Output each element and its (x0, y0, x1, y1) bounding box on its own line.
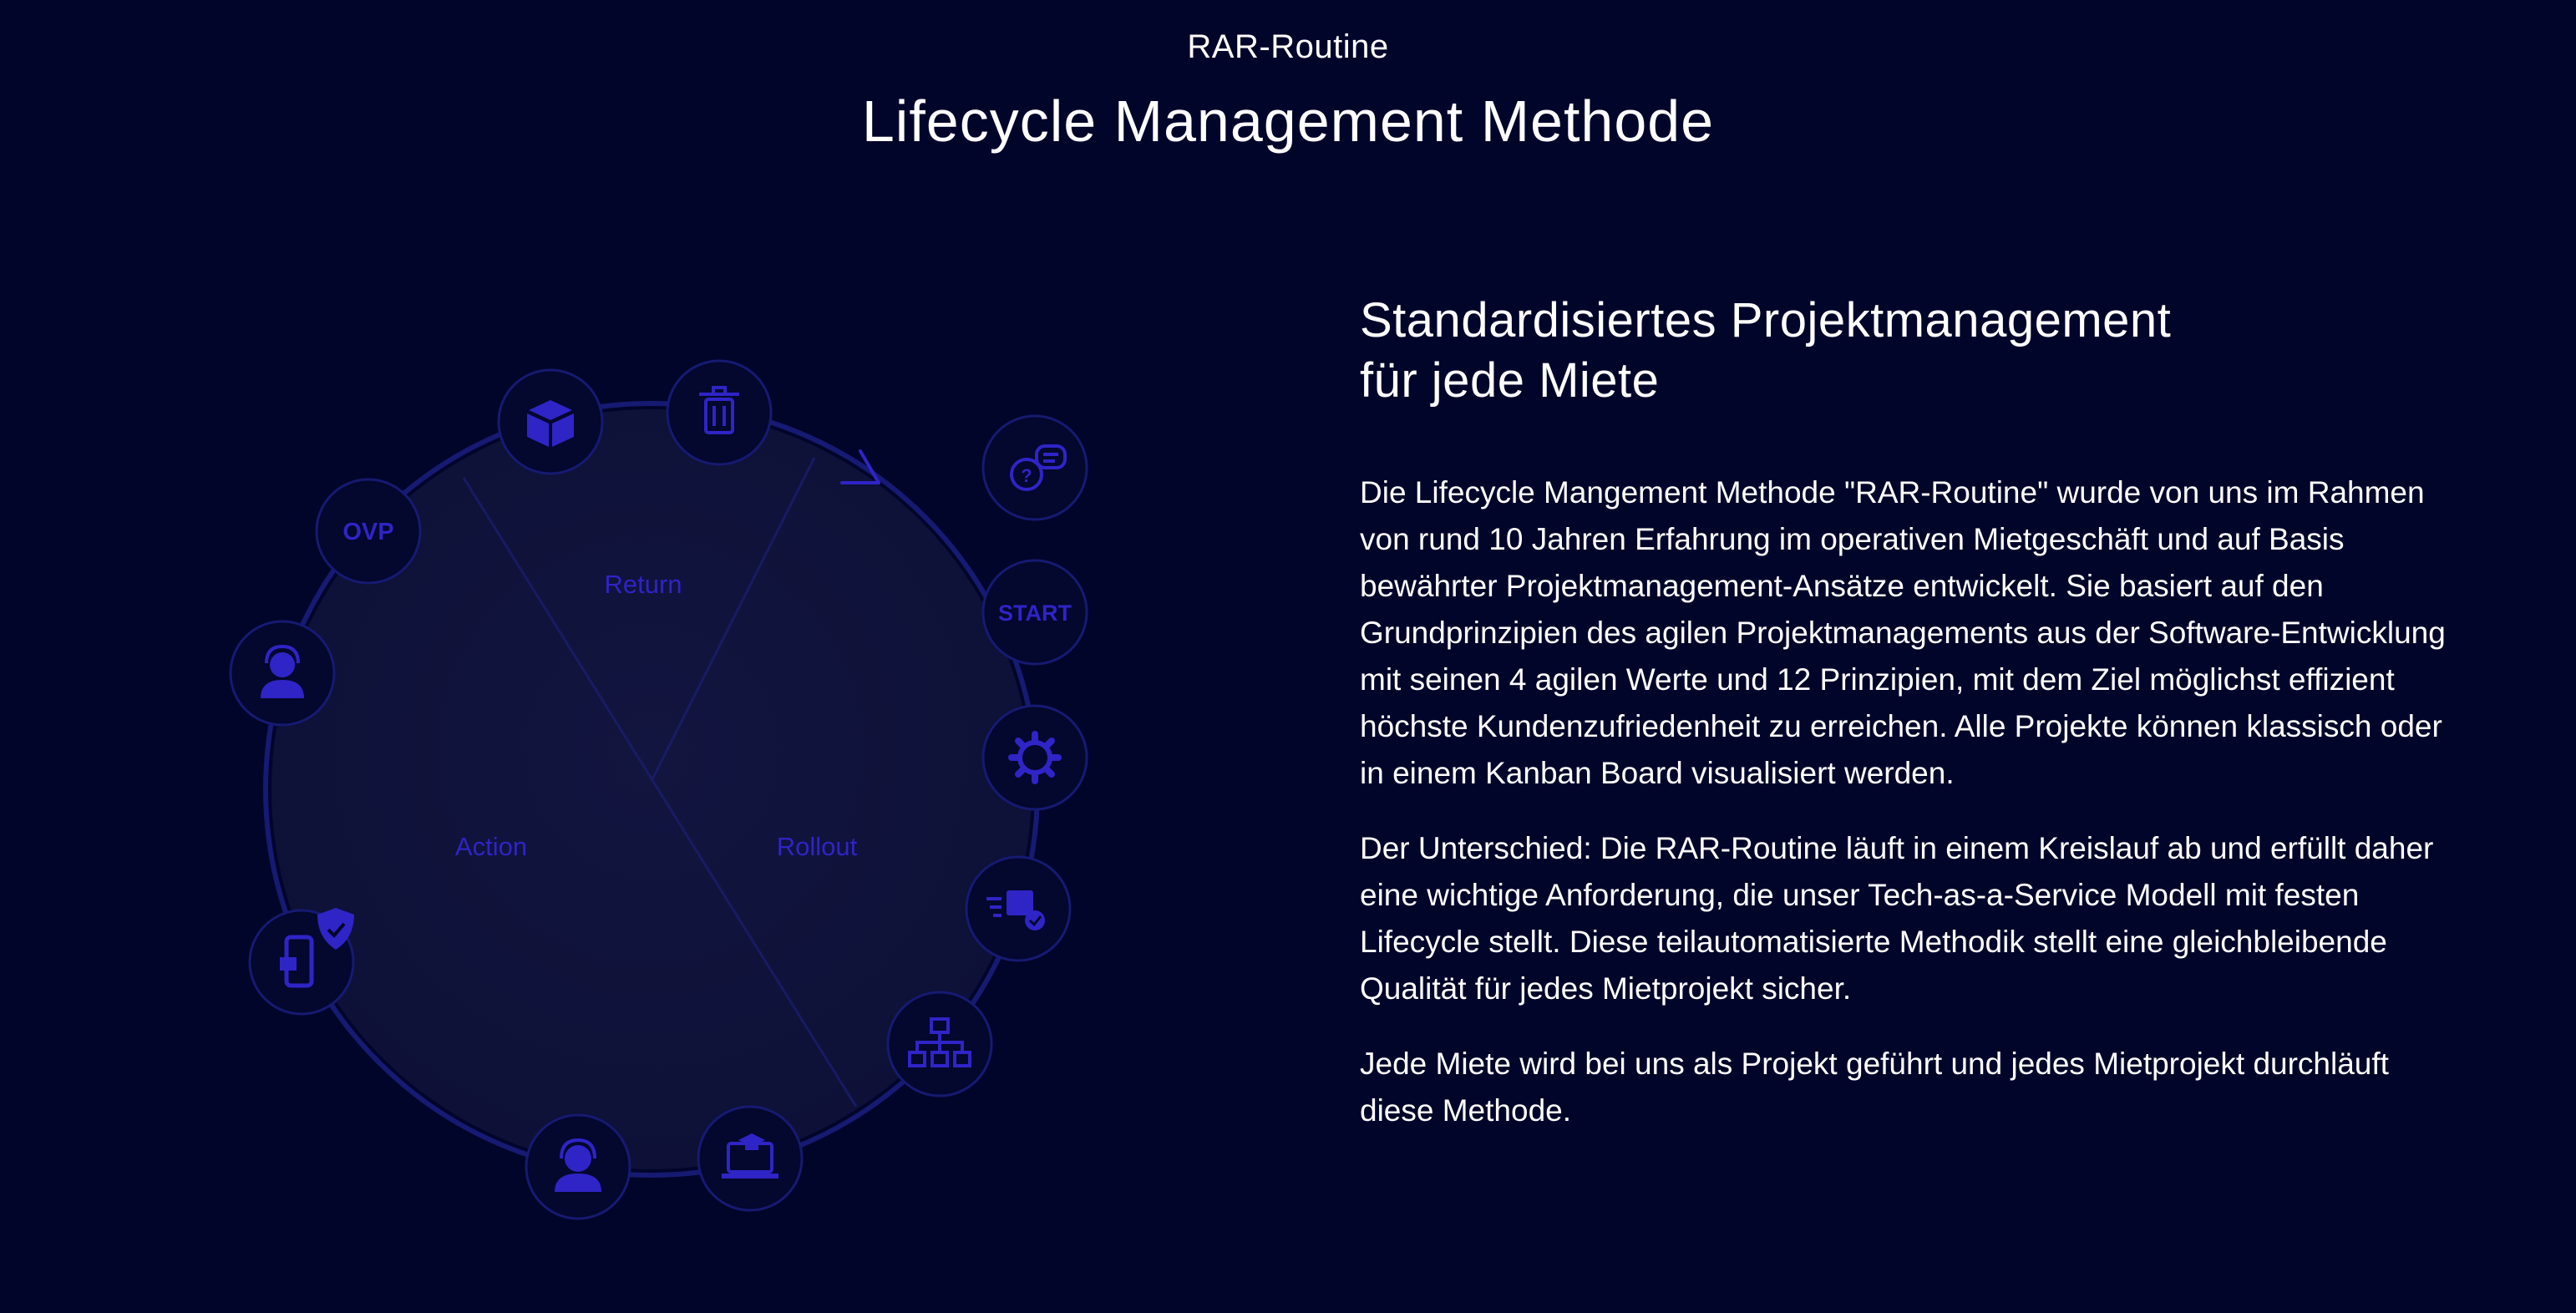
segment-label-action: Action (454, 832, 528, 861)
node-ovp[interactable] (317, 479, 420, 583)
lifecycle-diagram (0, 0, 1253, 1313)
content-column (1360, 291, 2471, 1163)
node-helpdesk[interactable] (231, 621, 334, 725)
node-training[interactable] (698, 1107, 802, 1210)
page-kicker: RAR-Routine (1187, 28, 1389, 65)
ovp-label: OVP (342, 519, 394, 545)
node-start[interactable] (983, 560, 1087, 664)
paragraph-intro: Die Lifecycle Mangement Methode "RAR-Routine" wurde von uns im Rahmen von rund 10 Jahren Erfahrung im operativen Mietgeschäft und auf Basis bewährter Projektmanagement-Ansätze entwickelt. Sie basiert auf den Grundprinzipien des agilen Projektmanagements aus der Software-Entwicklung mit seinen 4 agilen Werte und 12 Prinzipien, mit dem Ziel möglichst effizient höchste Kundenzufriedenheit zu erreichen. Alle Projekte können klassisch oder in einem Kanban Board visualisiert werden. (1360, 475, 2446, 790)
segment-label-rollout: Rollout (776, 832, 858, 861)
node-package[interactable] (499, 370, 602, 474)
page-title: Lifecycle Management Methode (861, 89, 1715, 154)
node-chat-question[interactable] (983, 416, 1087, 520)
section-subtitle: Standardisiertes Projektmanagement für jede Miete (1360, 293, 2172, 408)
node-gear[interactable] (983, 706, 1087, 809)
paragraph-summary: Jede Miete wird bei uns als Projekt geführt und jedes Mietprojekt durchläuft diese Methode. (1360, 1047, 2389, 1128)
segment-label-return: Return (604, 570, 682, 599)
node-support[interactable] (526, 1115, 630, 1219)
node-network[interactable] (888, 992, 991, 1096)
svg-text:?: ? (1021, 465, 1032, 486)
node-delivery[interactable] (966, 857, 1070, 961)
paragraph-difference: Der Unterschied: Die RAR-Routine läuft in einem Kreislauf ab und erfüllt daher eine wichtige Anforderung, die unser Tech-as-a-Service Modell mit festen Lifecycle stellt. Diese teilautomatisierte Methodik stellt eine gleichbleibende Qualität für jedes Mietprojekt sicher. (1360, 831, 2434, 1006)
node-trash[interactable] (667, 361, 771, 464)
start-label: START (998, 601, 1072, 626)
